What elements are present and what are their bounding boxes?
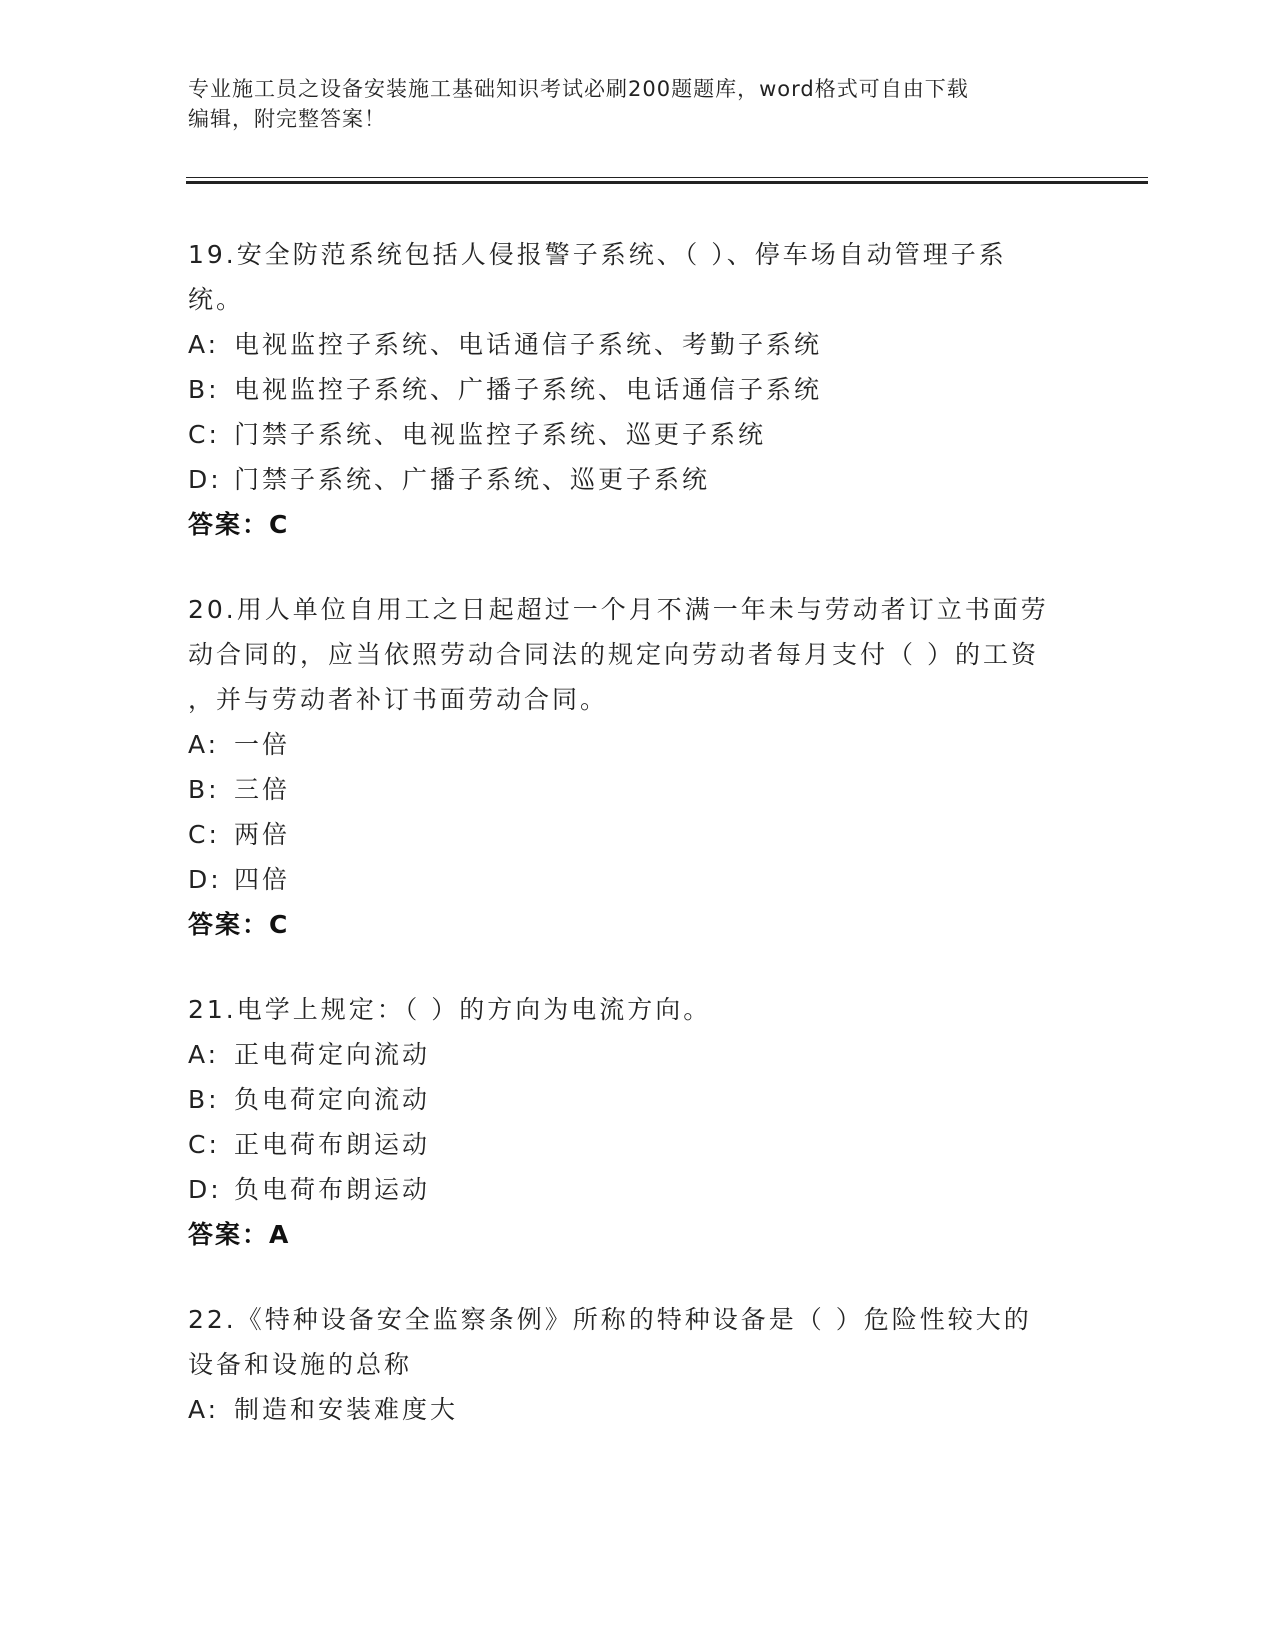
question-20-option-c: [188, 812, 1088, 857]
option-label: A:: [188, 1395, 220, 1424]
question-20-option-d: [188, 857, 1088, 902]
answer-label: 答案：: [188, 510, 270, 539]
header-title-line-1: 专业施工员之设备安装施工基础知识考试必刷200题题库，word格式可自由下载: [188, 77, 969, 101]
option-label: D:: [188, 865, 222, 894]
question-21-option-d: [188, 1167, 1088, 1212]
question-19-option-c: [188, 412, 1088, 457]
answer-value: C: [269, 510, 290, 539]
option-label: D:: [188, 1175, 222, 1204]
question-22-text-line-2: 设备和设施的总称: [188, 1350, 413, 1379]
question-21-option-a: [188, 1032, 1088, 1077]
option-text: 负电荷布朗运动: [234, 1175, 431, 1204]
answer-value: A: [269, 1220, 291, 1249]
answer-value: C: [269, 910, 290, 939]
option-label: C:: [188, 420, 220, 449]
option-label: D:: [188, 465, 222, 494]
header-divider-thick: [186, 181, 1148, 184]
option-text: 电视监控子系统、广播子系统、电话通信子系统: [234, 375, 823, 404]
question-21-option-b: [188, 1077, 1088, 1122]
question-22-text-line-1: 22.《特种设备安全监察条例》所称的特种设备是（ ）危险性较大的: [188, 1305, 1032, 1334]
header-title-line-2: 编辑，附完整答案！: [188, 107, 386, 131]
question-19-option-d: [188, 457, 1088, 502]
option-text: 电视监控子系统、电话通信子系统、考勤子系统: [234, 330, 823, 359]
question-20-answer: [188, 902, 1088, 947]
answer-label: 答案：: [188, 1220, 270, 1249]
question-22: [188, 1297, 1088, 1432]
option-text: 正电荷布朗运动: [234, 1130, 431, 1159]
question-19-option-b: [188, 367, 1088, 412]
option-text: 门禁子系统、广播子系统、巡更子系统: [234, 465, 711, 494]
document-header: [188, 74, 1088, 134]
option-label: B:: [188, 1085, 220, 1114]
option-label: B:: [188, 775, 220, 804]
question-20-option-a: [188, 722, 1088, 767]
question-list: [188, 232, 1088, 1472]
question-21-answer: [188, 1212, 1088, 1257]
question-21-option-c: [188, 1122, 1088, 1167]
question-19-text-line-1: 19.安全防范系统包括人侵报警子系统、（ ）、停车场自动管理子系: [188, 240, 1007, 269]
question-22-option-a: [188, 1387, 1088, 1432]
question-19-answer: [188, 502, 1088, 547]
option-text: 两倍: [234, 820, 291, 849]
option-label: A:: [188, 730, 220, 759]
question-20: [188, 587, 1088, 947]
question-19-option-a: [188, 322, 1088, 367]
option-text: 四倍: [234, 865, 291, 894]
option-text: 负电荷定向流动: [234, 1085, 431, 1114]
option-text: 门禁子系统、电视监控子系统、巡更子系统: [234, 420, 767, 449]
header-divider-thin: [186, 177, 1148, 178]
option-text: 一倍: [234, 730, 291, 759]
question-20-text-line-3: ，并与劳动者补订书面劳动合同。: [188, 685, 609, 714]
option-label: C:: [188, 820, 220, 849]
question-21: [188, 987, 1088, 1257]
option-text: 制造和安装难度大: [234, 1395, 459, 1424]
option-label: C:: [188, 1130, 220, 1159]
question-20-text-line-1: 20.用人单位自用工之日起超过一个月不满一年未与劳动者订立书面劳: [188, 595, 1049, 624]
option-label: B:: [188, 375, 220, 404]
question-21-text-line-1: 21.电学上规定：（ ）的方向为电流方向。: [188, 995, 712, 1024]
question-19: [188, 232, 1088, 547]
question-20-option-b: [188, 767, 1088, 812]
question-19-text-line-2: 统。: [188, 285, 245, 314]
option-text: 三倍: [234, 775, 291, 804]
question-20-text-line-2: 动合同的，应当依照劳动合同法的规定向劳动者每月支付（ ）的工资: [188, 640, 1039, 669]
answer-label: 答案：: [188, 910, 270, 939]
option-label: A:: [188, 1040, 220, 1069]
option-text: 正电荷定向流动: [234, 1040, 431, 1069]
option-label: A:: [188, 330, 220, 359]
